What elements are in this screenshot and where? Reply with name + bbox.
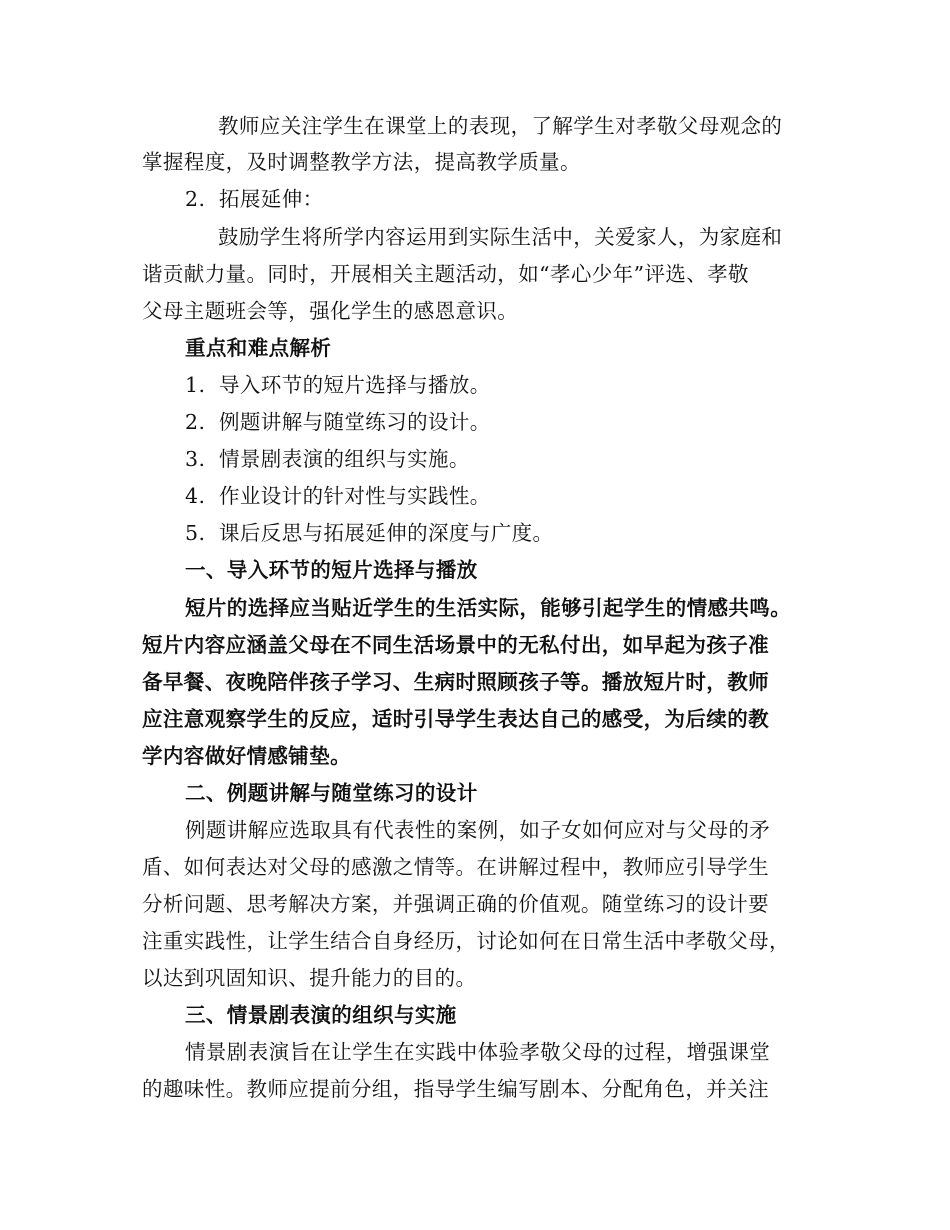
list-item <box>185 367 865 403</box>
section-heading: 三、情景剧表演的组织与实施 <box>185 1003 457 1027</box>
list-number: 4. <box>185 484 206 508</box>
paragraph-line: 的趣味性。教师应提前分组，指导学生编写剧本、分配角色，并关注 <box>142 1077 769 1101</box>
paragraph-line: 短片的选择应当贴近学生的生活实际，能够引起学生的情感共鸣。 <box>185 596 792 620</box>
list-item-text: 例题讲解与随堂练习的设计。 <box>219 410 491 434</box>
list-item-text: 拓展延伸： <box>219 187 324 211</box>
paragraph-line: 教师应关注学生在课堂上的表现，了解学生对孝敬父母观念的 <box>218 114 783 138</box>
paragraph-line: 短片内容应涵盖父母在不同生活场景中的无私付出，如早起为孩子准 <box>142 633 769 657</box>
paragraph-line: 父母主题班会等，强化学生的感恩意识。 <box>142 299 519 323</box>
list-number: 2. <box>185 410 206 434</box>
paragraph-line: 谐贡献力量。同时，开展相关主题活动，如“孝心少年”评选、孝敬 <box>142 262 749 286</box>
paragraph-line: 鼓励学生将所学内容运用到实际生活中，关爱家人，为家庭和 <box>218 225 783 249</box>
paragraph-line: 掌握程度，及时调整教学方法，提高教学质量。 <box>142 150 581 174</box>
list-number: 5. <box>185 521 206 545</box>
section-heading: 二、例题讲解与随堂练习的设计 <box>185 781 478 805</box>
paragraph-line: 以达到巩固知识、提升能力的目的。 <box>142 966 477 990</box>
list-item-text: 作业设计的针对性与实践性。 <box>219 484 491 508</box>
section-heading: 一、导入环节的短片选择与播放 <box>185 558 478 582</box>
list-number: 3. <box>185 447 206 471</box>
paragraph-line: 备早餐、夜晚陪伴孩子学习、生病时照顾孩子等。播放短片时，教师 <box>142 670 769 694</box>
section-heading: 重点和难点解析 <box>185 336 332 360</box>
paragraph-line: 应注意观察学生的反应，适时引导学生表达自己的感受，为后续的教 <box>142 707 769 731</box>
list-item-text: 导入环节的短片选择与播放。 <box>219 373 491 397</box>
paragraph-line: 情景剧表演旨在让学生在实践中体验孝敬父母的过程，增强课堂 <box>185 1040 771 1064</box>
paragraph-line: 学内容做好情感铺垫。 <box>142 744 351 768</box>
list-number: 2. <box>185 187 206 211</box>
paragraph-line: 例题讲解应选取具有代表性的案例，如子女如何应对与父母的矛 <box>185 818 771 842</box>
list-item <box>185 441 865 477</box>
paragraph-line: 注重实践性，让学生结合自身经历，讨论如何在日常生活中孝敬父母， <box>142 929 790 953</box>
paragraph-line: 盾、如何表达对父母的感激之情等。在讲解过程中，教师应引导学生 <box>142 855 769 879</box>
list-number: 1. <box>185 373 206 397</box>
list-item <box>185 181 865 217</box>
list-item <box>185 478 865 514</box>
paragraph-line: 分析问题、思考解决方案，并强调正确的价值观。随堂练习的设计要 <box>142 892 769 916</box>
list-item-text: 课后反思与拓展延伸的深度与广度。 <box>219 521 554 545</box>
list-item <box>185 515 865 551</box>
list-item-text: 情景剧表演的组织与实施。 <box>219 447 470 471</box>
list-item <box>185 404 865 440</box>
